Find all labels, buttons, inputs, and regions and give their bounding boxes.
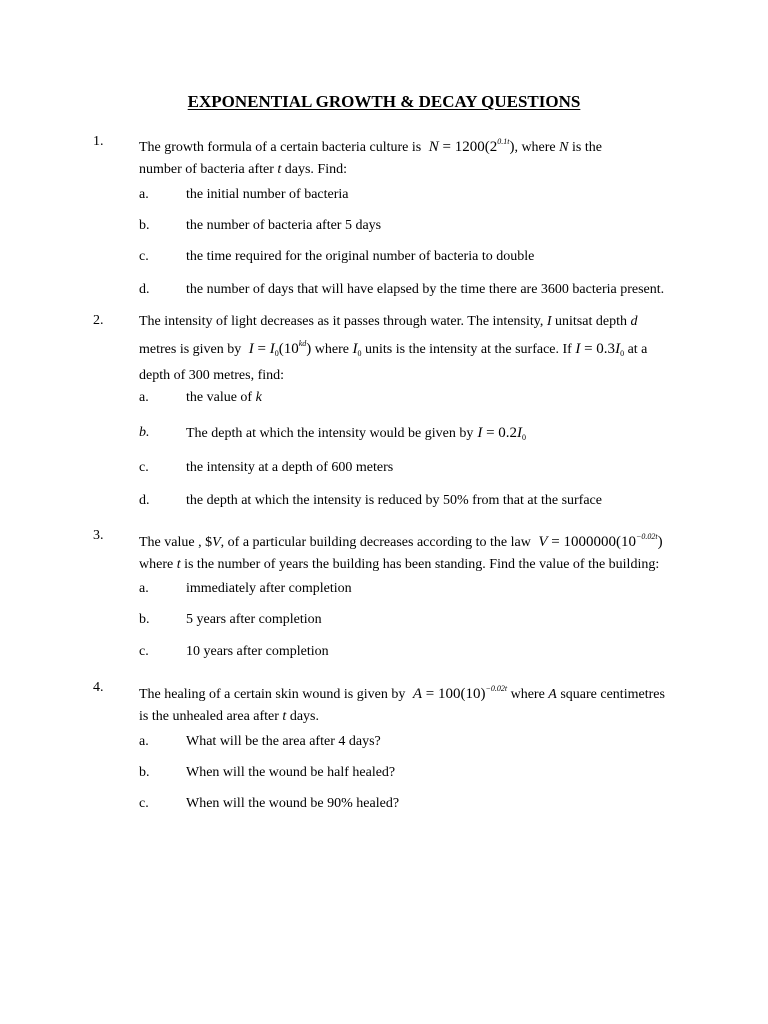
part-text: the initial number of bacteria — [186, 187, 349, 202]
surface-intensity-symbol — [353, 341, 362, 357]
formula-part: = 1000000(10 — [547, 534, 637, 550]
part-label: b. — [139, 612, 150, 627]
formula-exponent: −0.02t — [485, 684, 508, 693]
text-segment: The intensity of light decreases as it passes through water. The intensity, — [139, 314, 547, 329]
part-label: a. — [139, 581, 149, 596]
text-segment: where — [311, 342, 353, 357]
part-text — [186, 425, 686, 442]
question-text — [139, 678, 684, 728]
question-line: depth of 300 metres, find: — [139, 368, 285, 383]
text-segment: square centimetres — [556, 687, 665, 702]
growth-formula — [429, 139, 515, 155]
question-number: 3. — [93, 528, 104, 543]
text-segment: The healing of a certain skin wound is given by — [139, 687, 406, 702]
text-variable: k — [255, 390, 262, 405]
part-text: 5 years after completion — [186, 612, 322, 627]
text-variable: d — [630, 314, 638, 329]
part-label: c. — [139, 460, 149, 475]
condition-formula — [575, 341, 624, 357]
formula-var: A — [412, 686, 422, 702]
formula-part: = — [253, 341, 270, 357]
text-segment: unitsat depth — [551, 314, 631, 329]
formula-part: = 100(10) — [422, 686, 486, 702]
page-title: EXPONENTIAL GROWTH & DECAY QUESTIONS — [187, 92, 581, 111]
question-number: 4. — [93, 680, 104, 695]
intensity-formula — [249, 341, 312, 357]
text-segment: is the unhealed area after — [139, 709, 283, 724]
question-line — [139, 554, 684, 576]
text-segment: is the — [568, 140, 602, 155]
text-segment: The growth formula of a certain bacteria culture is — [139, 140, 422, 155]
formula-var: I — [352, 341, 358, 357]
part-label: b. — [139, 425, 150, 440]
formula-part: ) — [657, 534, 663, 550]
text-variable: t — [282, 709, 287, 724]
question-number: 1. — [93, 134, 104, 149]
question-line — [139, 311, 684, 333]
text-segment: the value of — [186, 390, 256, 405]
text-segment: , of a particular building decreases according to the law — [220, 535, 531, 550]
formula-subscript: 0 — [357, 349, 362, 358]
formula-var: I — [248, 341, 254, 357]
text-variable: I — [546, 314, 552, 329]
part-label: a. — [139, 390, 149, 405]
formula-exponent: 0.1t — [497, 137, 510, 146]
question-text — [139, 311, 684, 387]
part-text: the intensity at a depth of 600 meters — [186, 460, 394, 475]
text-variable: A — [548, 687, 557, 702]
part-text: What will be the area after 4 days? — [186, 734, 381, 749]
part-label: a. — [139, 734, 149, 749]
part-label: b. — [139, 218, 150, 233]
part-text — [186, 390, 686, 406]
formula-part: (10 — [278, 341, 299, 357]
part-label: a. — [139, 187, 149, 202]
question-line — [139, 678, 684, 706]
text-segment: is the number of years the building has been standing. Find the value of the building: — [180, 557, 660, 572]
text-segment: days. Find: — [281, 162, 347, 177]
formula-var: I — [615, 341, 621, 357]
formula-subscript: 0 — [522, 433, 527, 442]
part-label: d. — [139, 493, 150, 508]
part-text: the time required for the original number of bacteria to double — [186, 249, 535, 264]
depth-formula — [477, 425, 526, 441]
value-formula — [538, 534, 662, 550]
text-variable: t — [176, 557, 181, 572]
part-label: c. — [139, 249, 149, 264]
question-text — [139, 131, 684, 181]
part-text: the depth at which the intensity is reduced by 50% from that at the surface — [186, 493, 602, 508]
text-segment: The value , $ — [139, 535, 213, 550]
formula-part: = 0.2 — [482, 425, 518, 441]
part-label: c. — [139, 644, 149, 659]
text-segment: , where — [514, 140, 560, 155]
formula-part: ) — [306, 341, 312, 357]
question-line — [139, 131, 684, 159]
question-text — [139, 526, 684, 576]
text-segment: at a — [624, 342, 648, 357]
formula-var: I — [269, 341, 275, 357]
formula-subscript: 0 — [274, 349, 279, 358]
part-text: the number of bacteria after 5 days — [186, 218, 382, 233]
text-segment: The depth at which the intensity would be given by — [186, 426, 474, 441]
text-variable: N — [559, 140, 569, 155]
formula-exponent: kd — [298, 339, 307, 348]
part-label: c. — [139, 796, 149, 811]
question-line — [139, 706, 684, 728]
text-segment: days. — [286, 709, 319, 724]
text-segment: units is the intensity at the surface. If — [361, 342, 576, 357]
formula-exponent: −0.02t — [636, 532, 658, 541]
formula-var: V — [538, 534, 548, 550]
text-segment: where — [139, 557, 177, 572]
question-line — [139, 526, 684, 554]
part-text: When will the wound be half healed? — [186, 765, 396, 780]
text-segment: number of bacteria after — [139, 162, 278, 177]
part-text: When will the wound be 90% healed? — [186, 796, 400, 811]
formula-part: ) — [509, 139, 515, 155]
formula-part: = 0.3 — [580, 341, 616, 357]
formula-part: = 1200(2 — [438, 139, 498, 155]
part-text: 10 years after completion — [186, 644, 329, 659]
text-segment: metres is given by — [139, 342, 242, 357]
text-segment: where — [507, 687, 549, 702]
formula-var: I — [575, 341, 581, 357]
healing-formula — [413, 686, 507, 702]
question-line — [139, 159, 684, 181]
question-line — [139, 333, 684, 365]
part-text: immediately after completion — [186, 581, 352, 596]
part-label: d. — [139, 282, 150, 297]
question-number: 2. — [93, 313, 104, 328]
formula-subscript: 0 — [620, 349, 625, 358]
formula-var: N — [428, 139, 439, 155]
formula-var: I — [517, 425, 523, 441]
text-variable: t — [277, 162, 282, 177]
part-label: b. — [139, 765, 150, 780]
formula-var: I — [477, 425, 483, 441]
part-text: the number of days that will have elapsed by the time there are 3600 bacteria present. — [186, 282, 665, 297]
text-variable: V — [212, 535, 221, 550]
